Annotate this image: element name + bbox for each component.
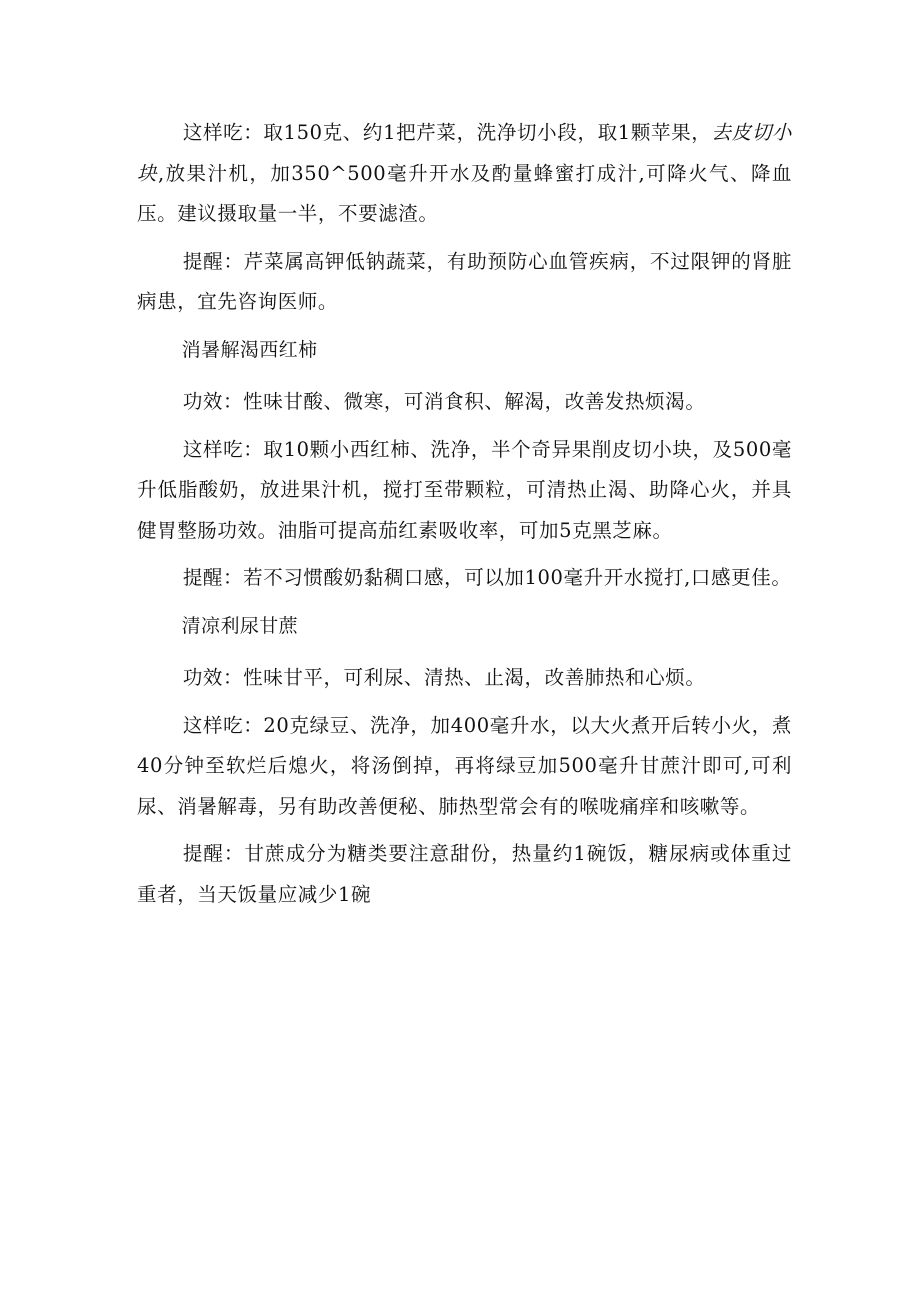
sugarcane-section-title: 清凉利尿甘蔗 xyxy=(181,614,299,637)
sugarcane-reminder-paragraph: 提醒：甘蔗成分为糖类要注意甜份，热量约1碗饭，糖尿病或体重过重者，当天饭量应减少1碗 xyxy=(137,842,792,906)
celery-method-italic: 去皮切小块 xyxy=(137,121,792,185)
celery-method-start: 这样吃：取150克、约1把芹菜，洗净切小段，取1颗苹果， xyxy=(182,121,712,144)
sugarcane-method-paragraph: 这样吃：20克绿豆、洗净，加400毫升水，以大火煮开后转小火，煮40分钟至软烂后熄火，将汤倒掉，再将绿豆加500毫升甘蔗汁即可,可利尿、消暑解毒，另有助改善便秘、肺热型常会有的喉咙痛痒和咳嗽等。 xyxy=(137,713,792,818)
tomato-section-title: 消暑解渴西红柿 xyxy=(181,338,318,361)
celery-method-end: ,放果汁机，加350^500毫升开水及酌量蜂蜜打成汁,可降火气、降血压。建议摄取量一半，不要滤渣。 xyxy=(137,161,792,225)
sugarcane-effect-paragraph: 功效：性味甘平，可利尿、清热、止渴，改善肺热和心烦。 xyxy=(182,666,706,689)
celery-reminder-paragraph: 提醒：芹菜属高钾低钠蔬菜，有助预防心血管疾病，不过限钾的肾脏病患，宜先咨询医师。 xyxy=(137,249,792,313)
tomato-effect-paragraph: 功效：性味甘酸、微寒，可消食积、解渴，改善发热烦渴。 xyxy=(182,390,706,413)
tomato-method-paragraph: 这样吃：取10颗小西红柿、洗净，半个奇异果削皮切小块，及500毫升低脂酸奶，放进果汁机，搅打至带颗粒，可清热止渴、助降心火，并具健胃整肠功效。油脂可提高茄红素吸收率，可加5克黑芝麻。 xyxy=(137,437,792,542)
document-body xyxy=(137,113,792,922)
tomato-reminder-paragraph: 提醒：若不习惯酸奶黏稠口感，可以加100毫升开水搅打,口感更佳。 xyxy=(182,566,792,589)
celery-method-paragraph xyxy=(137,113,792,235)
